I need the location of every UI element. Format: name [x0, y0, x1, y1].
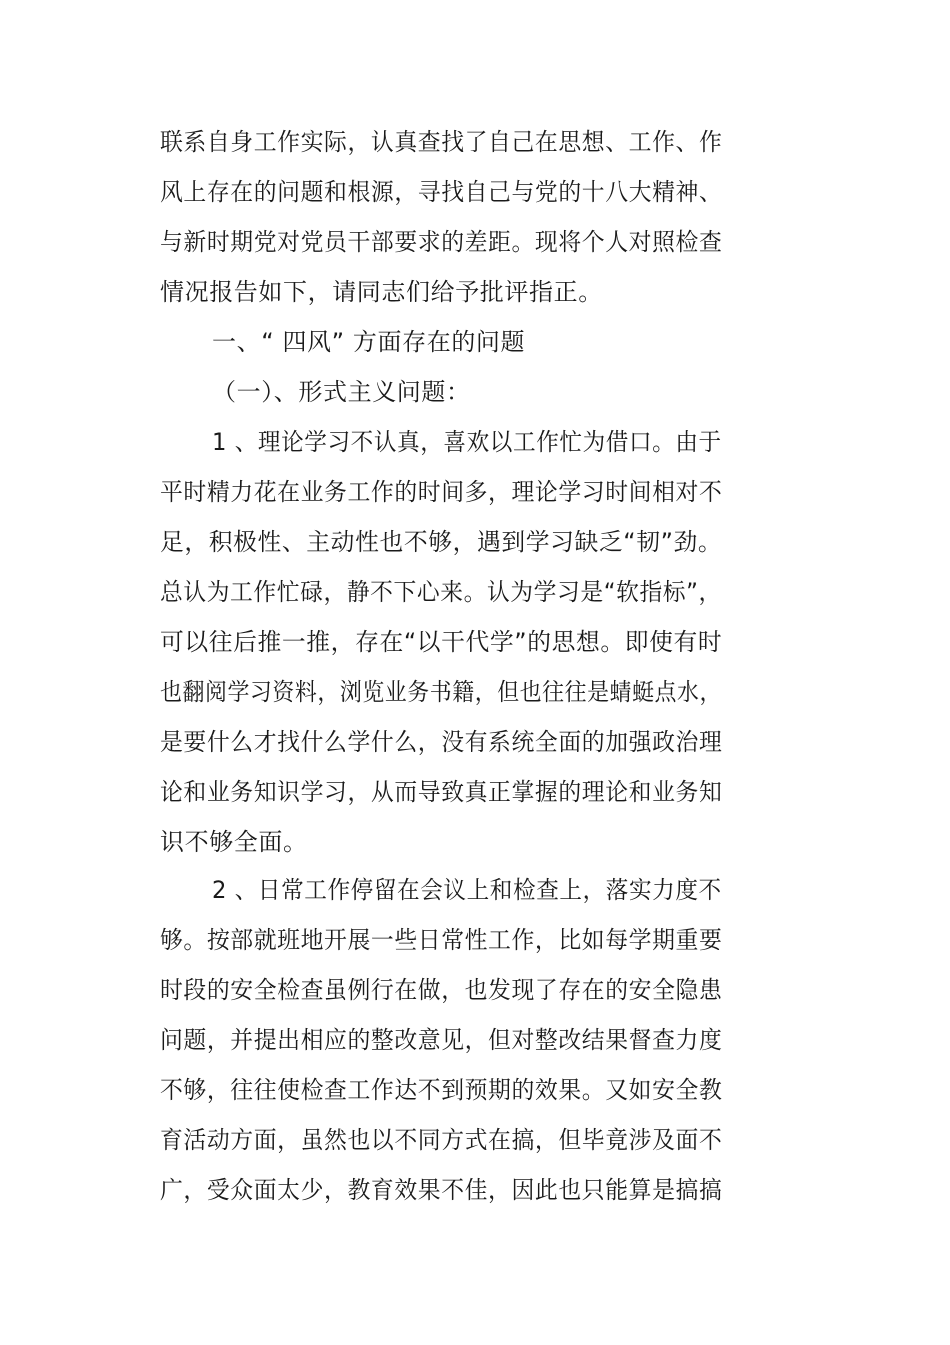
text-line-20: 不够，往往使检查工作达不到预期的效果。又如安全教: [160, 1076, 723, 1104]
text-line-15: 识不够全面。: [160, 828, 308, 856]
text-line-1: 联系自身工作实际，认真查找了自己在思想、工作、作: [160, 128, 723, 156]
text-line-14: 论和业务知识学习，从而导致真正掌握的理论和业务知: [160, 778, 723, 806]
text-line-17: 够。按部就班地开展一些日常性工作，比如每学期重要: [160, 926, 723, 954]
text-line-22: 广，受众面太少，教育效果不佳，因此也只能算是搞搞: [160, 1176, 723, 1204]
text-line-10: 总认为工作忙碌，静不下心来。认为学习是“软指标”，: [160, 578, 722, 606]
text-line-21: 育活动方面，虽然也以不同方式在搞，但毕竟涉及面不: [160, 1126, 723, 1154]
text-line-16: 2 、日常工作停留在会议上和检查上，落实力度不: [212, 876, 722, 904]
text-line-18: 时段的安全检查虽例行在做，也发现了存在的安全隐患: [160, 976, 723, 1004]
text-line-3: 与新时期党对党员干部要求的差距。现将个人对照检查: [160, 228, 723, 256]
subsection-heading: （一）、形式主义问题：: [212, 378, 471, 406]
text-line-9: 足，积极性、主动性也不够，遇到学习缺乏“韧”劲。: [160, 528, 723, 556]
section-heading: 一、“ 四风” 方面存在的问题: [212, 328, 526, 356]
text-line-13: 是要什么才找什么学什么，没有系统全面的加强政治理: [160, 728, 723, 756]
text-line-8: 平时精力花在业务工作的时间多，理论学习时间相对不: [160, 478, 723, 506]
text-line-4: 情况报告如下，请同志们给予批评指正。: [160, 278, 603, 306]
text-line-7: 1 、理论学习不认真，喜欢以工作忙为借口。由于: [212, 428, 722, 456]
text-line-19: 问题，并提出相应的整改意见，但对整改结果督查力度: [160, 1026, 723, 1054]
text-line-2: 风上存在的问题和根源，寻找自己与党的十八大精神、: [160, 178, 723, 206]
text-line-12: 也翻阅学习资料，浏览业务书籍，但也往往是蜻蜓点水，: [160, 678, 722, 706]
text-line-11: 可以往后推一推，存在“以干代学”的思想。即使有时: [160, 628, 723, 656]
